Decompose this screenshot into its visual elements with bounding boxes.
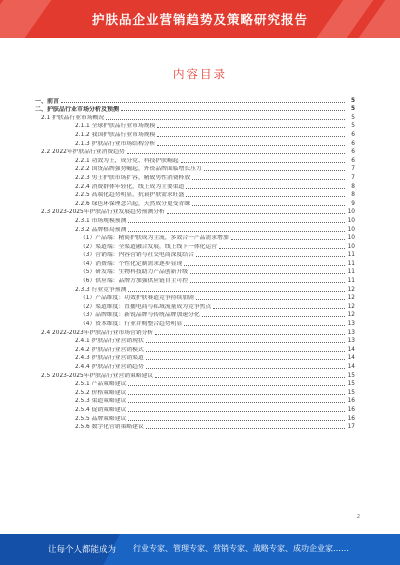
toc-entry-page: 14 (347, 346, 355, 353)
toc-entry-page: 13 (347, 321, 355, 328)
toc-entry[interactable] (35, 311, 355, 320)
toc-leader-dots (128, 222, 345, 223)
toc-entry-page: 10 (347, 243, 355, 250)
footer-tagline: 行业专家、管理专家、营销专家、战略专家、成功企业家…… (133, 544, 349, 553)
toc-leader-dots (184, 325, 345, 326)
toc-entry-label: 二、护肤品行业市场分析及预测 (35, 106, 120, 114)
toc-entry-label: （3）品牌维度：新锐品牌与传统品牌加速分化 (80, 312, 200, 319)
toc-leader-dots (167, 213, 345, 214)
toc-entry-label: 2.2.5 高端化趋势明显，抗衰护肤需求旺盛 (75, 192, 185, 199)
table-of-contents (35, 96, 355, 431)
toc-leader-dots (128, 385, 345, 386)
toc-entry[interactable] (35, 285, 355, 294)
toc-leader-dots (128, 394, 345, 395)
toc-entry-label: （6）供应端：品牌方加强供应链自主可控 (80, 278, 189, 285)
toc-entry[interactable] (35, 397, 355, 406)
toc-entry[interactable] (35, 105, 355, 114)
report-header-banner (0, 0, 400, 38)
toc-entry[interactable] (35, 371, 355, 380)
toc-entry[interactable] (35, 337, 355, 346)
toc-entry-page: 6 (351, 131, 355, 138)
toc-entry-label: 2.2.3 男士护肤市场扩容，精致男性消费释放 (75, 174, 191, 181)
toc-leader-dots (192, 179, 345, 180)
toc-entry[interactable] (35, 405, 355, 414)
toc-entry[interactable] (35, 345, 355, 354)
report-title: 护肤品企业营销趋势及策略研究报告 (91, 12, 308, 27)
toc-entry[interactable] (35, 259, 355, 268)
toc-leader-dots (121, 110, 345, 111)
toc-entry-label: 2.5 2023-2025年护肤品行业营销策略建议 (41, 372, 154, 379)
toc-entry-page: 13 (347, 329, 355, 336)
toc-entry-page: 12 (347, 303, 355, 310)
toc-leader-dots (213, 308, 345, 309)
toc-entry-page: 5 (350, 106, 355, 113)
toc-entry-label: 2.2.4 消费群体年轻化，线上成为主要渠道 (75, 183, 185, 190)
toc-leader-dots (219, 248, 345, 249)
toc-entry-page: 10 (347, 235, 355, 242)
toc-leader-dots (186, 196, 345, 197)
toc-entry[interactable] (35, 182, 355, 191)
toc-entry[interactable] (35, 225, 355, 234)
toc-entry-page: 8 (351, 183, 355, 190)
toc-entry-label: 一、前言 (35, 97, 60, 105)
toc-leader-dots (127, 153, 345, 154)
toc-entry-page: 15 (347, 389, 355, 396)
toc-leader-dots (196, 299, 345, 300)
toc-entry-label: 2.4.1 护肤品行业营销现状 (75, 338, 144, 345)
toc-entry[interactable] (35, 294, 355, 303)
toc-entry-label: （5）研发端：生物科技助力产品创新升级 (80, 269, 189, 276)
toc-entry-page: 9 (351, 200, 355, 207)
toc-leader-dots (146, 359, 345, 360)
toc-entry-page: 12 (347, 312, 355, 319)
toc-leader-dots (157, 136, 345, 137)
toc-entry-label: 2.4.4 护肤品行业营销趋势 (75, 364, 144, 370)
toc-entry-page: 6 (351, 140, 355, 147)
toc-leader-dots (61, 102, 345, 103)
toc-entry-page: 7 (351, 174, 355, 181)
toc-leader-dots (190, 282, 345, 283)
toc-entry-label: 2.4.2 护肤品行业营销模式 (75, 346, 144, 353)
toc-leader-dots (157, 145, 345, 146)
toc-entry-label: （2）渠道维度：直播电商与私域流量成为竞争焦点 (80, 303, 212, 310)
toc-leader-dots (128, 231, 345, 232)
toc-entry[interactable] (35, 173, 355, 182)
toc-entry-page: 11 (347, 260, 355, 267)
footer-banner (0, 534, 400, 565)
toc-entry[interactable] (35, 216, 355, 225)
toc-entry[interactable] (35, 276, 355, 285)
toc-entry[interactable] (35, 199, 355, 208)
toc-leader-dots (128, 291, 345, 292)
toc-entry[interactable] (35, 354, 355, 363)
toc-entry-page: 6 (351, 149, 355, 156)
toc-entry-page: 16 (347, 406, 355, 413)
toc-entry-label: 2.4 2022-2023年护肤品行业市场营销分析 (41, 329, 154, 336)
toc-entry-label: 2.2.1 功效为王，成分党、科技护肤崛起 (75, 157, 179, 164)
toc-entry-label: 2.1 护肤品行业市场概况 (41, 114, 105, 121)
toc-heading: 内容目录 (173, 67, 227, 81)
toc-entry-page: 15 (347, 381, 355, 388)
toc-entry[interactable] (35, 268, 355, 277)
toc-entry[interactable] (35, 362, 355, 371)
toc-entry-page: 13 (347, 338, 355, 345)
toc-entry-label: （4）资本维度：行业并购整合趋势明显 (80, 321, 183, 328)
toc-entry-label: 2.3.1 市场规模预测 (75, 217, 127, 224)
toc-leader-dots (204, 170, 345, 171)
toc-entry-page: 14 (347, 355, 355, 362)
toc-entry-label: 2.5.4 促销策略建议 (75, 406, 127, 413)
toc-entry-page: 12 (347, 286, 355, 293)
toc-entry-label: 2.5.6 数字化营销策略建议 (75, 424, 144, 431)
toc-entry-page: 11 (347, 252, 355, 259)
toc-leader-dots (146, 368, 345, 369)
toc-leader-dots (231, 239, 345, 240)
toc-leader-dots (186, 188, 345, 189)
toc-entry[interactable] (35, 191, 355, 200)
toc-entry[interactable] (35, 165, 355, 174)
toc-entry-page: 10 (347, 226, 355, 233)
toc-leader-dots (181, 162, 345, 163)
toc-entry-label: （4）消费端：个性化定制需求逐步显现 (80, 260, 183, 267)
toc-entry-label: 2.2.6 绿色环保理念兴起，天然成分更受青睐 (75, 200, 191, 207)
toc-entry-label: 2.5.1 产品策略建议 (75, 381, 127, 388)
toc-leader-dots (146, 351, 345, 352)
toc-entry-label: （2）渠道端：全渠道融合发展，线上线下一体化运营 (80, 243, 218, 250)
footer-slogan: 让每个人都能成为 (48, 545, 117, 555)
toc-entry[interactable] (35, 328, 355, 337)
toc-entry-page: 16 (347, 398, 355, 405)
toc-entry-page: 10 (347, 209, 355, 216)
toc-entry[interactable] (35, 208, 355, 217)
toc-entry-label: 2.2.2 国货品牌强势崛起，外资品牌面临增长压力 (75, 166, 202, 173)
toc-entry-label: （3）营销端：内容营销与社交电商深度结合 (80, 252, 194, 259)
toc-entry-label: 2.1.2 我国护肤品行业市场规模 (75, 131, 156, 138)
toc-entry[interactable] (35, 130, 355, 139)
toc-entry[interactable] (35, 388, 355, 397)
toc-leader-dots (128, 420, 345, 421)
toc-entry-label: 2.5.2 价格策略建议 (75, 389, 127, 396)
toc-entry-page: 16 (347, 415, 355, 422)
toc-entry-page: 5 (350, 97, 355, 104)
toc-entry[interactable] (35, 234, 355, 243)
page-number: 2 (356, 514, 360, 520)
toc-entry-page: 6 (351, 157, 355, 164)
toc-entry-page: 11 (347, 269, 355, 276)
toc-entry[interactable] (35, 113, 355, 122)
toc-entry-label: 2.1.1 全球护肤品行业市场规模 (75, 123, 156, 130)
toc-entry-label: 2.3 2023-2025年护肤品行业发展趋势预测分析 (41, 209, 165, 216)
toc-leader-dots (128, 411, 345, 412)
toc-entry[interactable] (35, 156, 355, 165)
toc-entry[interactable] (35, 380, 355, 389)
toc-leader-dots (190, 273, 345, 274)
toc-entry-page: 5 (351, 123, 355, 130)
toc-entry-label: 2.2 2022年护肤品行业消费趋势 (41, 149, 125, 156)
toc-entry-page: 11 (347, 278, 355, 285)
toc-entry-page: 15 (347, 372, 355, 379)
toc-leader-dots (155, 377, 345, 378)
toc-entry-label: （1）产品维度：功效护肤赛道竞争持续加剧 (80, 295, 194, 302)
toc-leader-dots (196, 256, 345, 257)
toc-entry[interactable] (35, 242, 355, 251)
toc-entry[interactable] (35, 148, 355, 157)
toc-leader-dots (128, 402, 345, 403)
toc-entry-label: 2.3.3 行业竞争预测 (75, 286, 127, 293)
toc-entry-label: 2.5.3 渠道策略建议 (75, 398, 127, 405)
toc-leader-dots (155, 334, 345, 335)
toc-entry-label: 2.3.2 品牌格局预测 (75, 226, 127, 233)
toc-entry-label: 2.1.3 护肤品行业市场结构分析 (75, 140, 156, 147)
toc-leader-dots (157, 127, 345, 128)
toc-entry[interactable] (35, 423, 355, 432)
toc-entry[interactable] (35, 319, 355, 328)
toc-entry-page: 7 (351, 166, 355, 173)
toc-entry[interactable] (35, 96, 355, 105)
toc-entry-page: 14 (347, 364, 355, 370)
toc-entry[interactable] (35, 251, 355, 260)
toc-entry-page: 8 (351, 192, 355, 199)
toc-entry-label: （1）产品端：精简护肤成为主流，多效合一产品需求增加 (80, 235, 229, 242)
toc-leader-dots (184, 265, 345, 266)
toc-entry-page: 17 (347, 424, 355, 431)
toc-entry-page: 12 (347, 295, 355, 302)
toc-entry[interactable] (35, 414, 355, 423)
toc-leader-dots (192, 205, 345, 206)
toc-leader-dots (146, 342, 345, 343)
toc-entry-label: 2.5.5 品牌策略建议 (75, 415, 127, 422)
toc-leader-dots (202, 316, 345, 317)
toc-entry[interactable] (35, 302, 355, 311)
toc-entry-page: 10 (347, 217, 355, 224)
toc-entry[interactable] (35, 139, 355, 148)
toc-entry-label: 2.4.3 护肤品行业营销渠道 (75, 355, 144, 362)
toc-leader-dots (146, 428, 345, 429)
toc-leader-dots (106, 119, 345, 120)
toc-entry[interactable] (35, 122, 355, 131)
toc-entry-page: 5 (351, 114, 355, 121)
